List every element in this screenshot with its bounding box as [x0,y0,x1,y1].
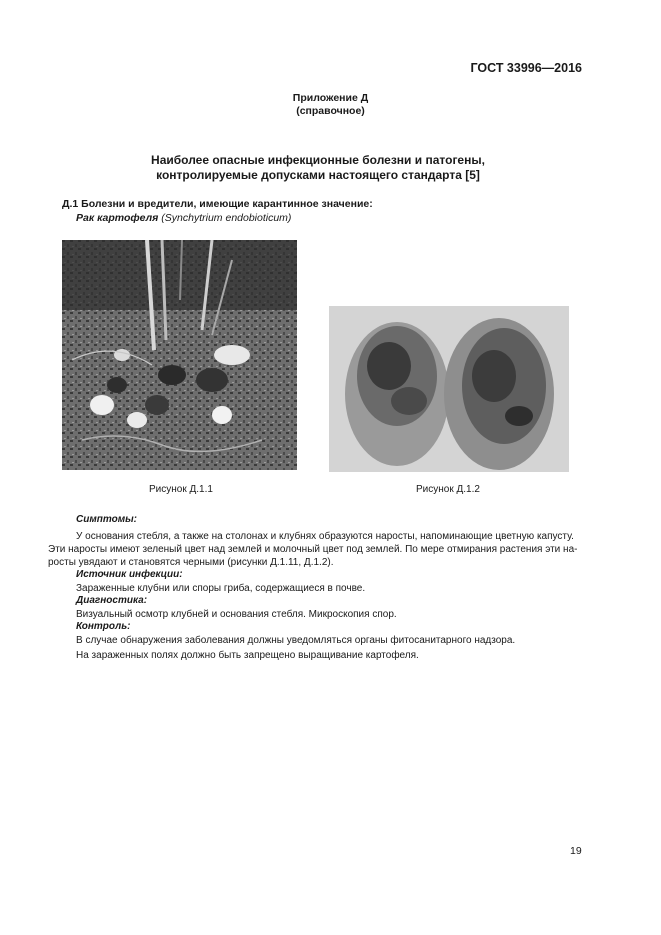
main-title-line-1: Наиболее опасные инфекционные болезни и патогены, [151,153,485,167]
disease-name [76,212,291,224]
symptoms-line-2: Эти наросты имеют зеленый цвет над землей и молочный цвет под землей. По мере отмирания растения эти на- [48,544,578,555]
figure-2-caption: Рисунок Д.1.2 [416,484,480,495]
figure-2-photo [329,306,569,472]
control-heading: Контроль: [76,621,131,632]
page-number: 19 [570,845,582,857]
diagnostics-text: Визуальный осмотр клубней и основания стебля. Микроскопия спор. [76,609,397,620]
symptoms-line-3: росты увядают и становятся черными (рисунки Д.1.11, Д.1.2). [48,557,334,568]
section-heading: Д.1 Болезни и вредители, имеющие карантинное значение: [62,198,373,210]
appendix-type: (справочное) [296,105,365,117]
document-number: ГОСТ 33996—2016 [470,61,582,75]
control-line-2: На зараженных полях должно быть запрещено выращивание картофеля. [76,650,419,661]
disease-name-ru: Рак картофеля [76,212,159,224]
symptoms-heading: Симптомы: [76,514,137,525]
disease-name-latin: (Synchytrium endobioticum) [161,212,292,224]
appendix-title: Приложение Д [292,92,369,104]
figure-1-photo [62,240,297,470]
figure-1-caption: Рисунок Д.1.1 [149,484,213,495]
diagnostics-heading: Диагностика: [76,595,148,606]
source-heading: Источник инфекции: [76,569,183,580]
symptoms-line-1: У основания стебля, а также на столонах и клубнях образуются наросты, напоминающие цветную капусту. [76,531,574,542]
main-title-line-2: контролируемые допусками настоящего стандарта [5] [156,168,480,182]
source-text: Зараженные клубни или споры гриба, содержащиеся в почве. [76,583,366,594]
control-line-1: В случае обнаружения заболевания должны уведомляться органы фитосанитарного надзора. [76,635,516,646]
